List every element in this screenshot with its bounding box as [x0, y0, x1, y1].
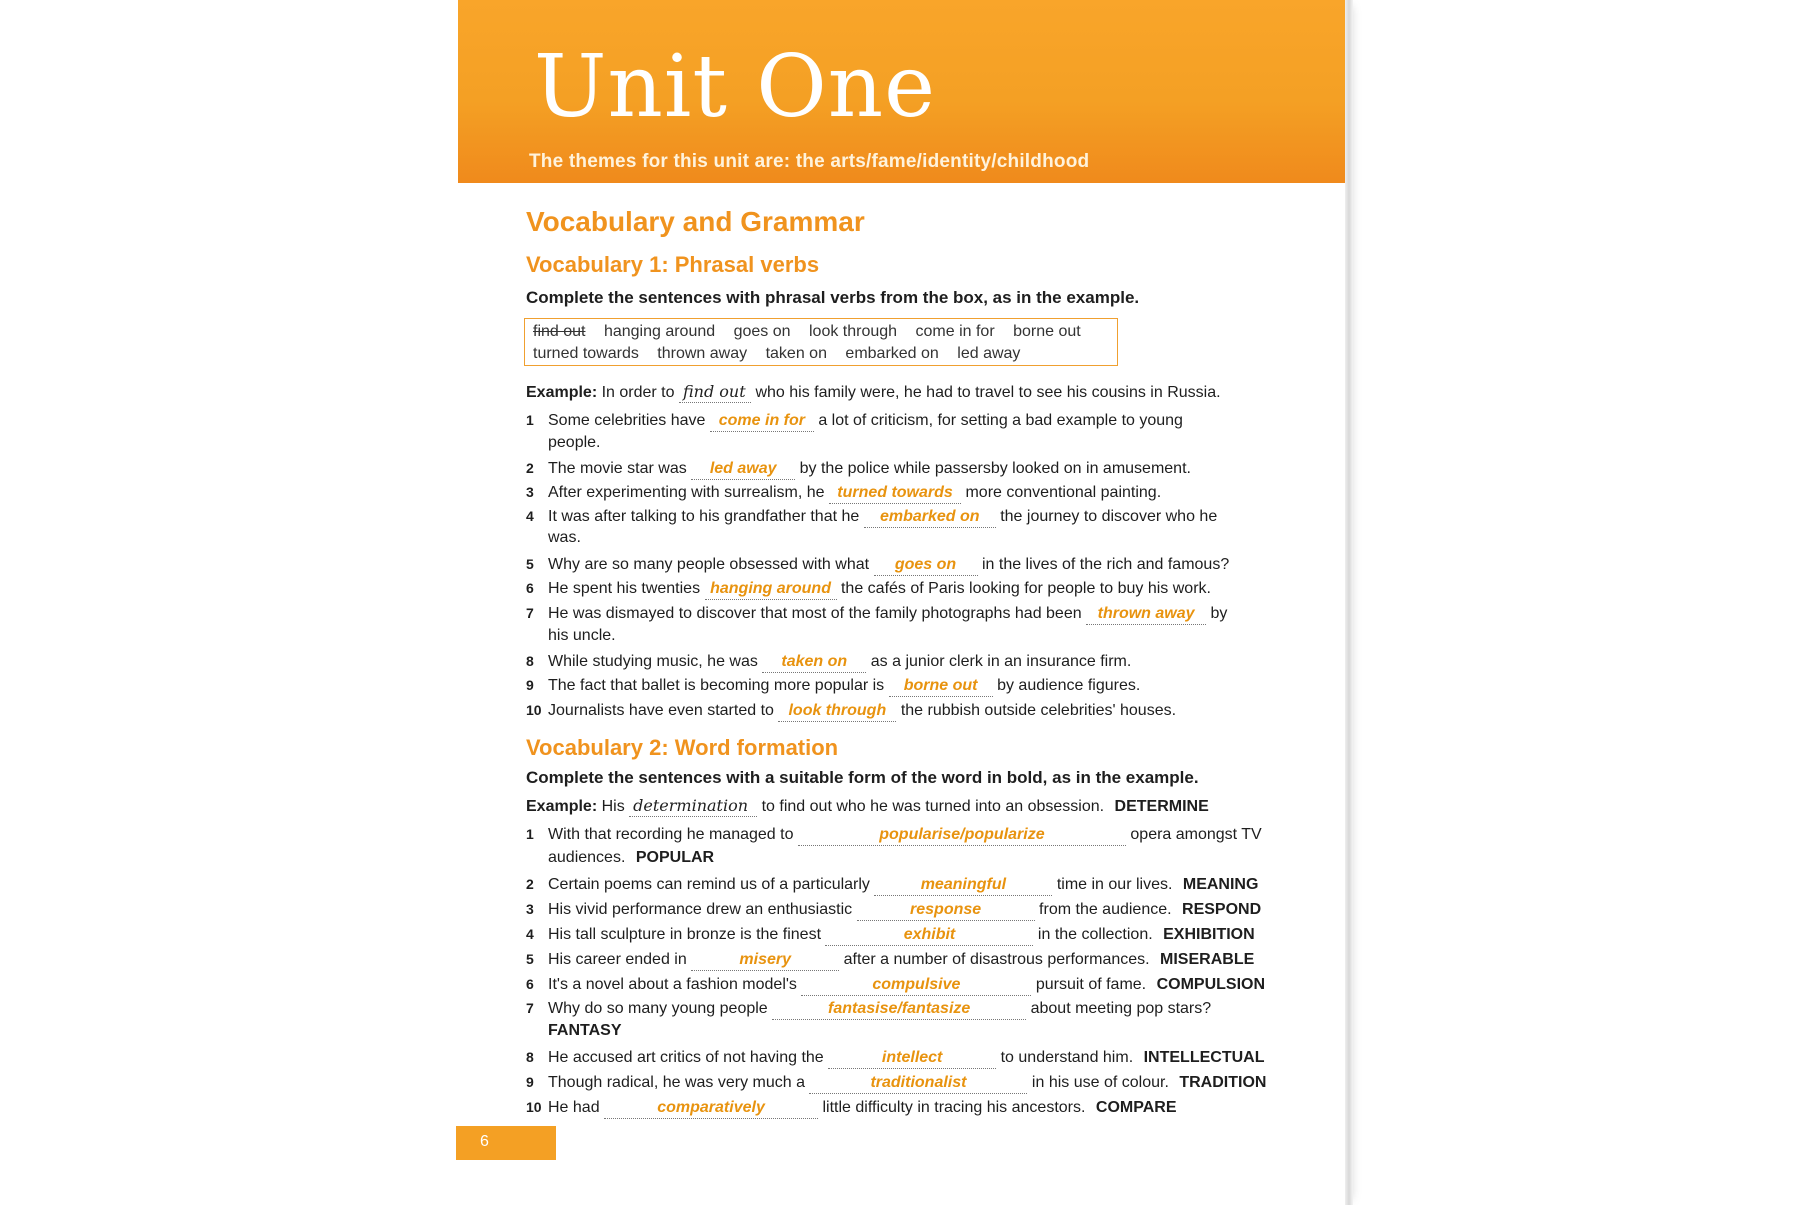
item-number: 1	[526, 412, 534, 428]
vocab1-item	[526, 506, 1217, 528]
keyword: COMPARE	[1095, 1099, 1177, 1116]
word-box-item: come in for	[915, 323, 995, 340]
word-box-item: look through	[809, 323, 898, 340]
page-number: 6	[480, 1133, 489, 1150]
item-after: after a number of disastrous performances.	[843, 951, 1150, 968]
vocab1-item	[526, 603, 1227, 625]
item-before: While studying music, he was	[548, 653, 758, 670]
answer-blank: look through	[778, 701, 896, 722]
answer-blank: turned towards	[829, 483, 961, 504]
item-number: 10	[526, 1099, 542, 1115]
word-box-row-1	[533, 321, 1109, 343]
item-after: little difficulty in tracing his ancestors.	[822, 1099, 1086, 1116]
vocab1-item	[526, 675, 1140, 697]
answer-blank: hanging around	[705, 579, 837, 600]
page-number-tab	[456, 1126, 556, 1160]
item-number: 8	[526, 653, 534, 669]
item-number: 1	[526, 826, 534, 842]
keyword: INTELLECTUAL	[1143, 1049, 1265, 1066]
vocab1-example	[526, 382, 1221, 403]
item-before: He was dismayed to discover that most of the family photographs had been	[548, 605, 1082, 622]
answer-blank: fantasise/fantasize	[772, 999, 1026, 1020]
item-after: in the lives of the rich and famous?	[981, 556, 1230, 573]
item-number: 5	[526, 556, 534, 572]
keyword: MISERABLE	[1160, 951, 1255, 968]
example-after: who his family were, he had to travel to see his cousins in Russia.	[755, 384, 1221, 401]
example-answer: find out	[679, 382, 751, 403]
vocab2-item	[526, 974, 1265, 996]
keyword: MEANING	[1182, 876, 1259, 893]
item-number: 4	[526, 926, 534, 942]
item-before: He had	[548, 1099, 600, 1116]
example-before: In order to	[601, 384, 675, 401]
workbook-page	[458, 0, 1350, 1205]
example-after: to find out who he was turned into an obsession.	[761, 798, 1105, 815]
item-before: Journalists have even started to	[548, 702, 774, 719]
answer-blank: borne out	[889, 676, 993, 697]
item-before: The movie star was	[548, 460, 687, 477]
keyword: TRADITION	[1179, 1074, 1267, 1091]
item-continuation: his uncle.	[548, 627, 616, 644]
answer-blank: embarked on	[864, 507, 996, 528]
item-number: 2	[526, 460, 534, 476]
vocab2-item	[526, 1047, 1264, 1069]
word-box-item: taken on	[765, 345, 827, 362]
section-title: Vocabulary and Grammar	[526, 206, 865, 237]
answer-blank: popularise/popularize	[798, 825, 1126, 846]
vocab2-item	[526, 899, 1261, 921]
vocab1-item	[526, 651, 1131, 673]
item-after: the cafés of Paris looking for people to buy his work.	[840, 580, 1211, 597]
item-before: His career ended in	[548, 951, 687, 968]
answer-blank: comparatively	[604, 1098, 818, 1119]
item-before: Why do so many young people	[548, 1000, 768, 1017]
unit-themes: The themes for this unit are: the arts/fame/identity/childhood	[529, 151, 1090, 172]
answer-blank: goes on	[874, 555, 978, 576]
word-box-item: find out	[533, 323, 586, 340]
vocab1-instruction: Complete the sentences with phrasal verbs from the box, as in the example.	[526, 288, 1140, 307]
item-before: He spent his twenties	[548, 580, 701, 597]
answer-blank: taken on	[762, 652, 866, 673]
item-number: 2	[526, 876, 534, 892]
answer-blank: intellect	[828, 1048, 996, 1069]
vocab2-item	[526, 874, 1258, 896]
item-number: 3	[526, 901, 534, 917]
word-box-item: turned towards	[533, 345, 639, 362]
vocab2-item	[526, 949, 1254, 971]
item-after: about meeting pop stars?	[1030, 1000, 1212, 1017]
item-before: Some celebrities have	[548, 412, 706, 429]
word-box-row-2	[533, 343, 1109, 365]
keyword: COMPULSION	[1156, 976, 1266, 993]
vocab1-item	[526, 482, 1161, 504]
item-before: It was after talking to his grandfather that he	[548, 508, 860, 525]
example-label: Example:	[526, 798, 598, 815]
vocab2-item	[526, 1097, 1176, 1119]
answer-blank: response	[857, 900, 1035, 921]
vocab1-item	[526, 554, 1229, 576]
unit-banner	[458, 0, 1348, 183]
item-before: Though radical, he was very much a	[548, 1074, 806, 1091]
item-number: 8	[526, 1049, 534, 1065]
vocab2-title: Vocabulary 2: Word formation	[526, 735, 839, 760]
keyword: EXHIBITION	[1163, 926, 1255, 943]
item-number: 5	[526, 951, 534, 967]
item-before: With that recording he managed to	[548, 826, 794, 843]
item-after: by audience figures.	[997, 677, 1141, 694]
item-before: Certain poems can remind us of a particularly	[548, 876, 870, 893]
item-before: He accused art critics of not having the	[548, 1049, 824, 1066]
vocab2-item	[526, 924, 1255, 946]
example-answer: determination	[629, 796, 757, 817]
item-number: 10	[526, 702, 542, 718]
word-box-item: hanging around	[603, 323, 716, 340]
word-box-item: goes on	[733, 323, 791, 340]
vocab2-example	[526, 796, 1209, 817]
phrasal-verb-box	[524, 318, 1118, 366]
example-before: His	[601, 798, 625, 815]
item-after: to understand him.	[1000, 1049, 1134, 1066]
answer-blank: compulsive	[801, 975, 1031, 996]
item-number: 9	[526, 1074, 534, 1090]
keyword: RESPOND	[1182, 901, 1262, 918]
example-label: Example:	[526, 384, 598, 401]
vocab2-item	[526, 824, 1262, 846]
item-before: His tall sculpture in bronze is the finest	[548, 926, 822, 943]
item-after: pursuit of fame.	[1035, 976, 1147, 993]
item-after: the rubbish outside celebrities' houses.	[900, 702, 1177, 719]
vocab2-item	[526, 1072, 1266, 1094]
answer-blank: meaningful	[874, 875, 1052, 896]
vocab1-title: Vocabulary 1: Phrasal verbs	[526, 252, 820, 277]
keyword: FANTASY	[548, 1022, 622, 1039]
keyword: POPULAR	[635, 849, 715, 866]
item-after: more conventional painting.	[965, 484, 1162, 501]
item-after: a lot of criticism, for setting a bad example to young	[818, 412, 1183, 429]
answer-blank: come in for	[710, 411, 814, 432]
answer-blank: thrown away	[1086, 604, 1206, 625]
item-number: 9	[526, 677, 534, 693]
vocab2-item	[526, 998, 1211, 1020]
answer-blank: traditionalist	[809, 1073, 1027, 1094]
item-after: the journey to discover who he	[1000, 508, 1218, 525]
vocab1-item	[526, 410, 1183, 432]
word-box-item: embarked on	[845, 345, 939, 362]
item-after: by the police while passersby looked on in amusement.	[799, 460, 1191, 477]
item-after: from the audience.	[1039, 901, 1172, 918]
keyword: DETERMINE	[1114, 798, 1209, 815]
item-after: in his use of colour.	[1031, 1074, 1169, 1091]
answer-blank: led away	[691, 459, 795, 480]
vocab2-instruction: Complete the sentences with a suitable form of the word in bold, as in the example.	[526, 768, 1199, 787]
item-number: 4	[526, 508, 534, 524]
item-before: It's a novel about a fashion model's	[548, 976, 797, 993]
answer-blank: exhibit	[825, 925, 1033, 946]
vocab1-item	[526, 578, 1211, 600]
vocab1-item	[526, 458, 1191, 480]
item-number: 7	[526, 1000, 534, 1016]
answer-blank: misery	[691, 950, 839, 971]
item-before: His vivid performance drew an enthusiastic	[548, 901, 853, 918]
item-after: time in our lives.	[1056, 876, 1173, 893]
item-number: 6	[526, 976, 534, 992]
word-box-item: thrown away	[657, 345, 748, 362]
item-before: After experimenting with surrealism, he	[548, 484, 825, 501]
item-after: as a junior clerk in an insurance firm.	[870, 653, 1132, 670]
word-box-item: borne out	[1013, 323, 1081, 340]
item-after: in the collection.	[1037, 926, 1153, 943]
item-number: 7	[526, 605, 534, 621]
item-before: The fact that ballet is becoming more popular is	[548, 677, 885, 694]
item-after: by	[1210, 605, 1228, 622]
unit-title: Unit One	[534, 37, 937, 137]
item-number: 6	[526, 580, 534, 596]
word-box-item: led away	[957, 345, 1021, 362]
item-number: 3	[526, 484, 534, 500]
item-continuation: people.	[548, 434, 601, 451]
item-continuation	[548, 848, 714, 868]
item-continuation	[548, 1021, 621, 1041]
vocab1-item	[526, 700, 1176, 722]
item-after: opera amongst TV	[1130, 826, 1262, 843]
item-cont-text: audiences.	[548, 849, 626, 866]
item-continuation: was.	[548, 529, 581, 546]
page-edge-shadow	[1345, 0, 1353, 1205]
item-before: Why are so many people obsessed with what	[548, 556, 870, 573]
